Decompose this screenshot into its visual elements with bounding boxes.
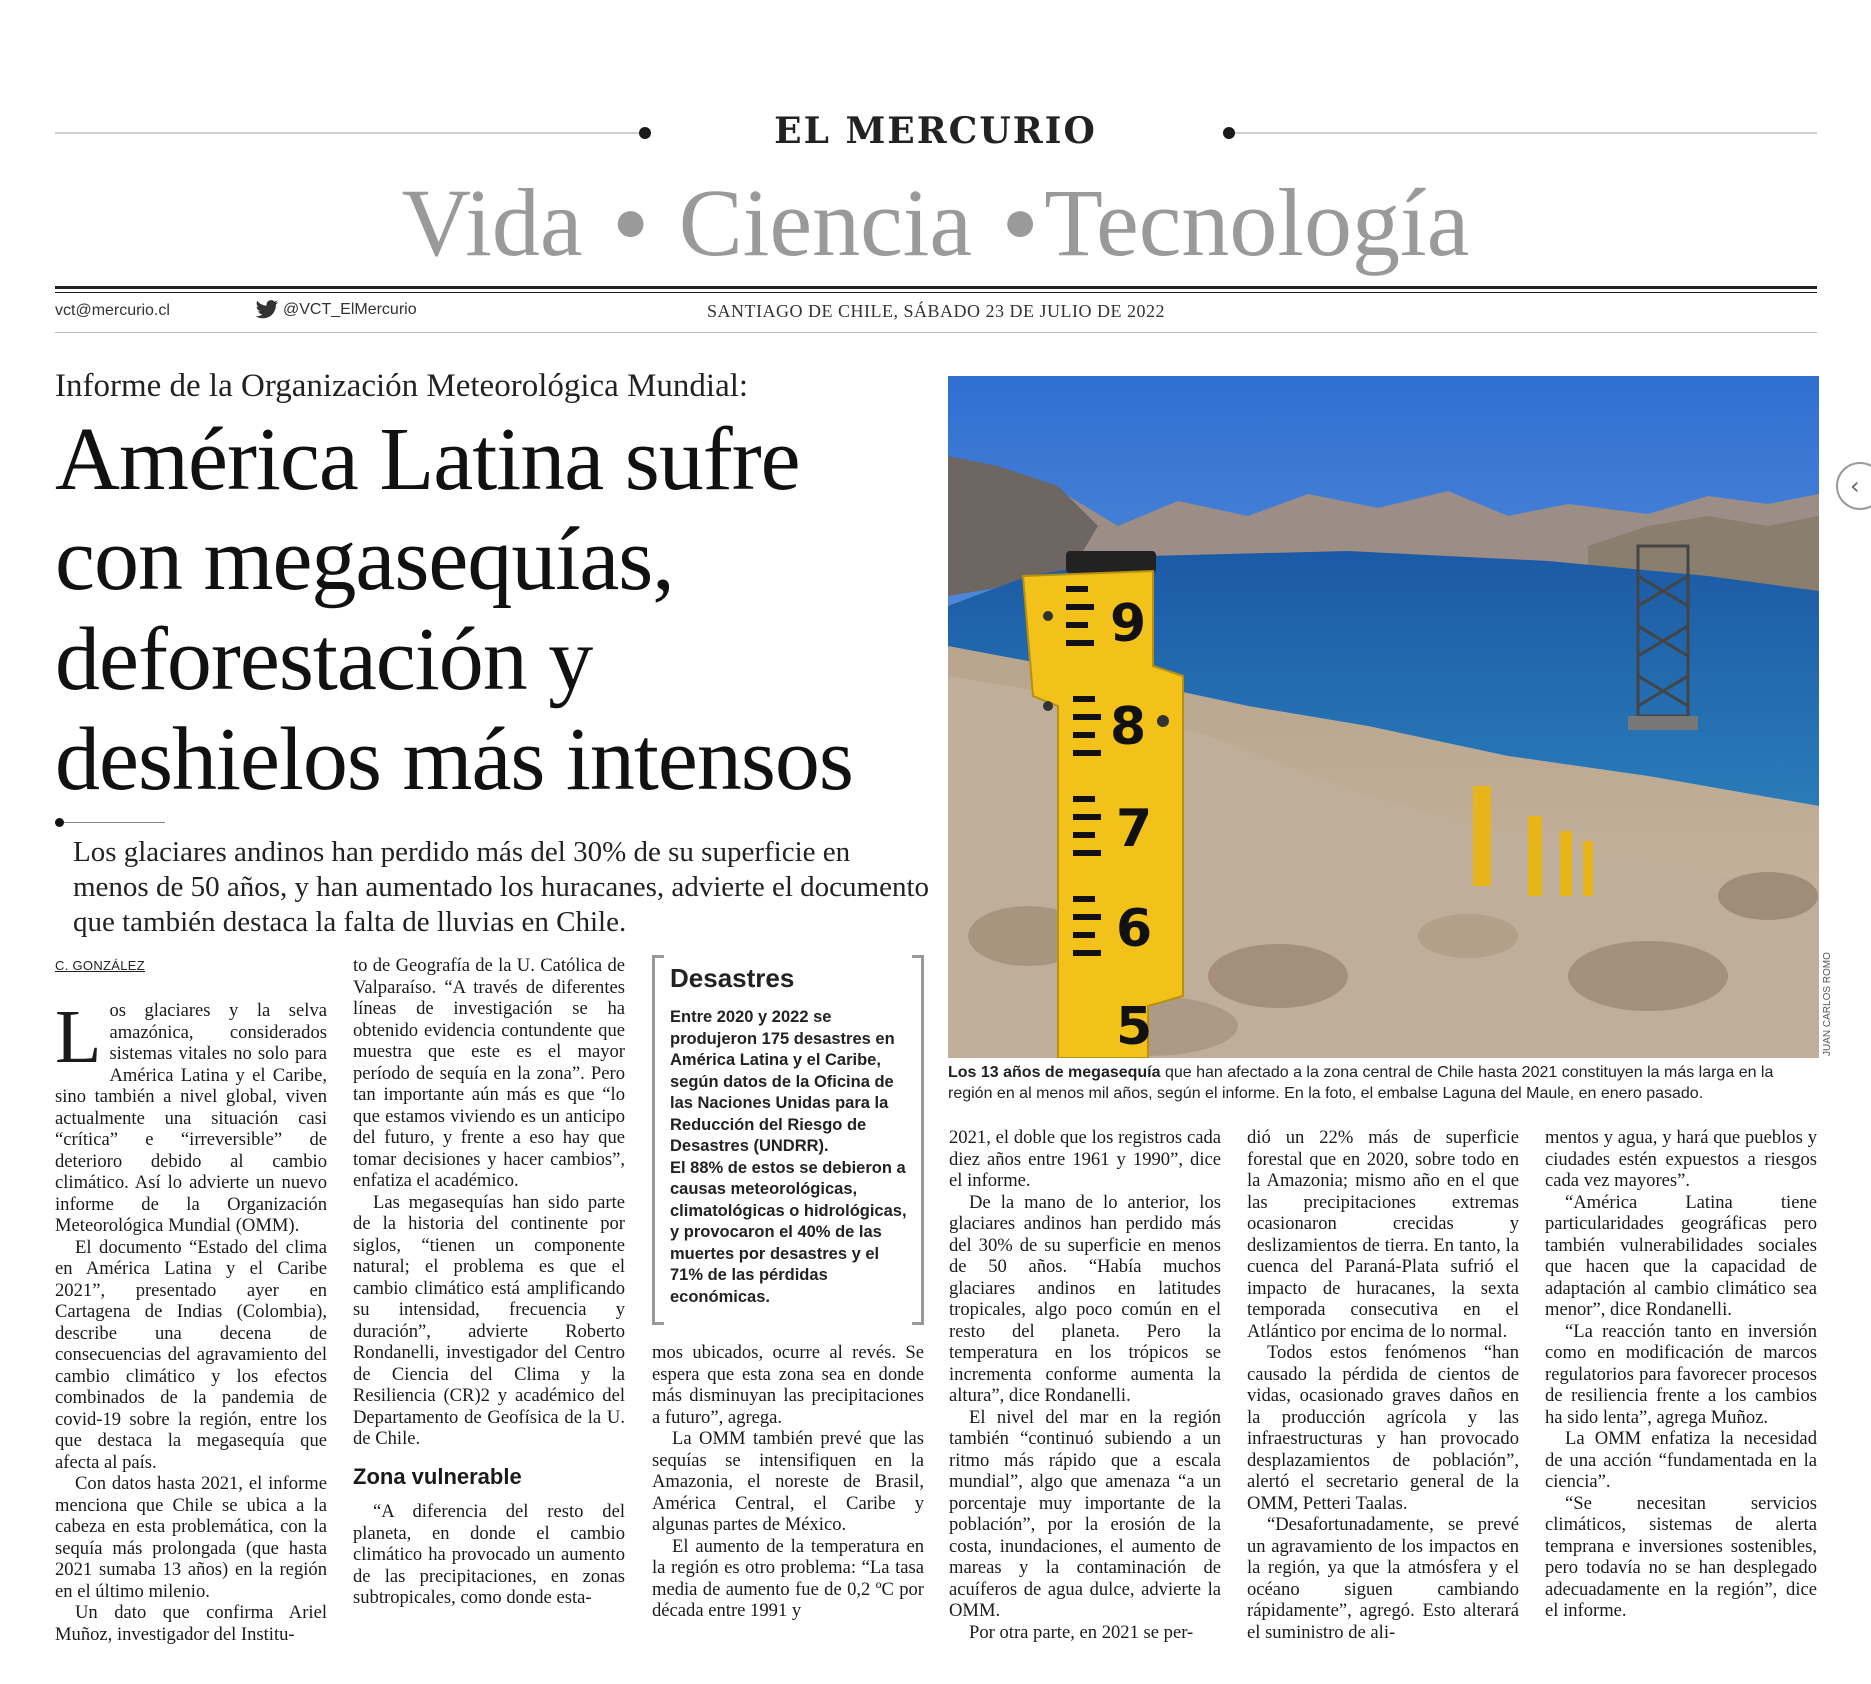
deck-rule (55, 822, 165, 823)
sidebar-paragraph: El 88% de estos se debieron a causas meteorológicas, climatológicas o hidrológicas, y provocaron el 40% de las muertes por desastres y el 71% de las pérdidas económicas. (670, 1158, 907, 1306)
box-bracket-right (912, 955, 924, 1325)
article-column-3 (652, 1342, 924, 1622)
section-part-2: Ciencia (678, 169, 972, 276)
gauge-number: 5 (1116, 997, 1153, 1057)
headline-line: con megasequías, (55, 510, 674, 609)
deck-rule-dot (55, 818, 64, 827)
paragraph: El documento “Estado del clima en América Latina y el Caribe 2021”, presentado ayer en Cartagena de Indias (Colombia), describe una decena de consecuencias del agravamiento del cambio climático y los efectos combinados de la pandemia de covid-19 sobre la región, entre los que destaca la megasequía que afecta al país. (55, 1236, 327, 1473)
paragraph: Todos estos fenómenos “han causado la pérdida de cientos de vidas, ocasionado graves daños en la producción agrícola y las infraestructuras y han provocado desplazamientos de población”, alertó el secretario general de la OMM, Petteri Taalas. (1247, 1342, 1519, 1514)
paragraph: La OMM enfatiza la necesidad de una acción “fundamentada en la ciencia”. (1545, 1428, 1817, 1492)
paragraph: De la mano de lo anterior, los glaciares andinos han perdido más del 30% de su superficie en menos de 50 años. “Había muchos glaciares andinos en latitudes tropicales, algo poco común en el resto del planeta. Pero la temperatura en los trópicos se incrementa conforme aumenta la altura”, dice Rondanelli. (949, 1191, 1221, 1406)
photo-credit: JUAN CARLOS ROMO (1822, 952, 1833, 1056)
section-bullet: ● (612, 188, 649, 254)
header-bottom-rule (55, 332, 1817, 333)
section-title (0, 168, 1871, 290)
header-thin-rule (55, 292, 1817, 293)
article-column-2 (353, 955, 625, 1609)
reservoir-photo (948, 376, 1819, 1058)
paragraph: La OMM también prevé que las sequías se intensifiquen en la Amazonia, el noreste de Brasil, América Central, el Caribe y algunas partes de México. (652, 1428, 924, 1535)
paragraph: Por otra parte, en 2021 se per- (969, 1621, 1194, 1643)
caption-bold: Los 13 años de megasequía (948, 1064, 1161, 1081)
gauge-number: 6 (1116, 899, 1153, 959)
article-column-4 (949, 1127, 1221, 1643)
section-bullet: ● (1001, 188, 1039, 254)
article-column-1 (55, 995, 327, 1645)
byline: C. GONZÁLEZ (55, 958, 145, 973)
paragraph: Un dato que confirma Ariel Muñoz, investigador del Institu- (55, 1602, 327, 1645)
section-part-3: Tecnología (1044, 169, 1470, 276)
dateline-text: SANTIAGO DE CHILE, SÁBADO 23 DE JULIO DE 2022 (707, 301, 1165, 321)
gauge-number: 9 (1110, 594, 1147, 654)
previous-page-button[interactable] (1836, 462, 1871, 510)
paragraph: “Se necesitan servicios climáticos, sistemas de alerta temprana e inversiones sostenibles, pero todavía no se han desplegado adecuadamente en la región”, dice el informe. (1545, 1492, 1817, 1621)
article-photo (948, 376, 1819, 1058)
sidebar-box (652, 955, 924, 1325)
article-column-5 (1247, 1127, 1519, 1643)
paragraph: mentos y agua, y hará que pueblos y ciudades estén expuestos a riesgos cada vez mayores”. (1545, 1127, 1817, 1191)
dropcap: L (55, 995, 102, 1079)
headline-line: deforestación y (55, 610, 593, 709)
box-bracket-left (652, 955, 664, 1325)
article-deck: Los glaciares andinos han perdido más del 30% de su superficie en menos de 50 años, y han aumentado los huracanes, advierte el documento que también destaca la falta de lluvias en Chile. (73, 836, 930, 938)
paragraph: “La reacción tanto en inversión como en modificación de marcos regulatorios para favorecer procesos de resiliencia frente a los cambios ha sido lenta”, agrega Muñoz. (1545, 1320, 1817, 1428)
newspaper-logo: EL MERCURIO (774, 110, 1097, 152)
sidebar-paragraph: Entre 2020 y 2022 se produjeron 175 desastres en América Latina y el Caribe, según datos de la Oficina de las Naciones Unidas para la Reducción del Riesgo de Desastres (UNDRR). (670, 1008, 895, 1155)
headline-line: deshielos más intensos (55, 710, 853, 809)
headline-line: América Latina sufre (55, 410, 800, 509)
sidebar-text (670, 1007, 910, 1308)
paragraph: to de Geografía de la U. Católica de Valparaíso. “A través de diferentes líneas de investigación se ha obtenido evidencia contundente que muestra que este es el mayor período de sequía en la zona”. Pero tan importante aún más es que “lo que estamos viviendo es un anticipo del futuro, y frente a eso hay que tomar decisiones y hacer cambios”, enfatiza el académico. (353, 955, 625, 1191)
twitter-handle-text: @VCT_ElMercurio (283, 301, 417, 318)
photo-caption (948, 1062, 1818, 1104)
chevron-left-icon: ‹ (1850, 472, 1860, 500)
paragraph: “Desafortunadamente, se prevé un agravamiento de los impactos en la región, ya que la atmósfera y el océano siguen cambiando rápidamente”, agregó. Esto alterará el suministro de ali- (1247, 1514, 1519, 1643)
caption-text: que han afectado a la zona central de Chile hasta 2021 constituyen la más larga en la región en al menos mil años, según el informe. En la foto, el embalse Laguna del Maule, en enero pasado. (948, 1064, 1774, 1102)
info-bar (55, 300, 1817, 326)
paragraph: “A diferencia del resto del planeta, en donde el cambio climático ha provocado un aumento de las precipitaciones, en zonas subtropicales, como donde esta- (353, 1501, 625, 1608)
header-thick-rule (55, 286, 1817, 289)
subhead: Zona vulnerable (353, 1463, 522, 1489)
contact-email[interactable]: vct@mercurio.cl (55, 302, 170, 319)
article-headline (55, 410, 955, 810)
paragraph: Con datos hasta 2021, el informe menciona que Chile se ubica a la cabeza en esta problemática, con la sequía más prolongada (que hasta 2021 sumaba 13 años) en la región en el último milenio. (55, 1473, 327, 1602)
article-column-6 (1545, 1127, 1817, 1622)
sidebar-title: Desastres (670, 963, 795, 993)
dateline (55, 301, 1817, 322)
paragraph: “América Latina tiene particularidades geográficas pero también vulnerabilidades sociales que hacen que la capacidad de adaptación al cambio climático sea menor”, dice Rondanelli. (1545, 1191, 1817, 1320)
article-kicker: Informe de la Organización Meteorológica Mundial: (55, 368, 749, 404)
gauge-number: 8 (1110, 697, 1147, 757)
paragraph: dió un 22% más de superficie forestal que en 2020, sobre todo en la Amazonia; mismo año en el que las precipitaciones extremas ocasionaron crecidas y deslizamientos de tierra. En tanto, la cuenca del Paraná-Plata sufrió el impacto de huracanes, la sexta temporada consecutiva en el Atlántico por encima de lo normal. (1247, 1127, 1519, 1342)
paragraph-text: os glaciares y la selva amazónica, considerados sistemas vitales no solo para América Latina y el Caribe, sino también a nivel global, viven actualmente una situación casi “crítica” e “irreversible” de deterioro debido al cambio climático. Así lo advierte un nuevo informe de la Organización Meteorológica Mundial (OMM). (55, 1000, 327, 1236)
paragraph: Las megasequías han sido parte de la historia del continente por siglos, “tienen un componente natural; el problema es que el cambio climático está amplificando su intensidad, frecuencia y duración”, advierte Roberto Rondanelli, investigador del Centro de Ciencia del Clima y la Resiliencia (CR)2 y académico del Departamento de Geofísica de la U. de Chile. (353, 1191, 625, 1449)
paragraph (55, 995, 327, 1237)
paragraph: El nivel del mar en la región también “continuó subiendo a un ritmo más rápido que a escala mundial”, algo que amenaza “a un porcentaje muy importante de la población”, por la erosión de la costa, inundaciones, el aumento de mareas y la contaminación de acuíferos de agua dulce, advierte la OMM. (949, 1406, 1221, 1621)
section-part-1: Vida (401, 169, 583, 276)
paragraph: El aumento de la temperatura en la región es otro problema: “La tasa media de aumento fue de 0,2 ºC por década entre 1991 y (652, 1535, 924, 1621)
paragraph: mos ubicados, ocurre al revés. Se espera que esta zona sea en donde más disminuyan las precipitaciones a futuro”, agrega. (652, 1342, 924, 1428)
gauge-number: 7 (1116, 799, 1153, 859)
paragraph: 2021, el doble que los registros cada diez años entre 1961 y 1990”, dice el informe. (949, 1127, 1221, 1191)
